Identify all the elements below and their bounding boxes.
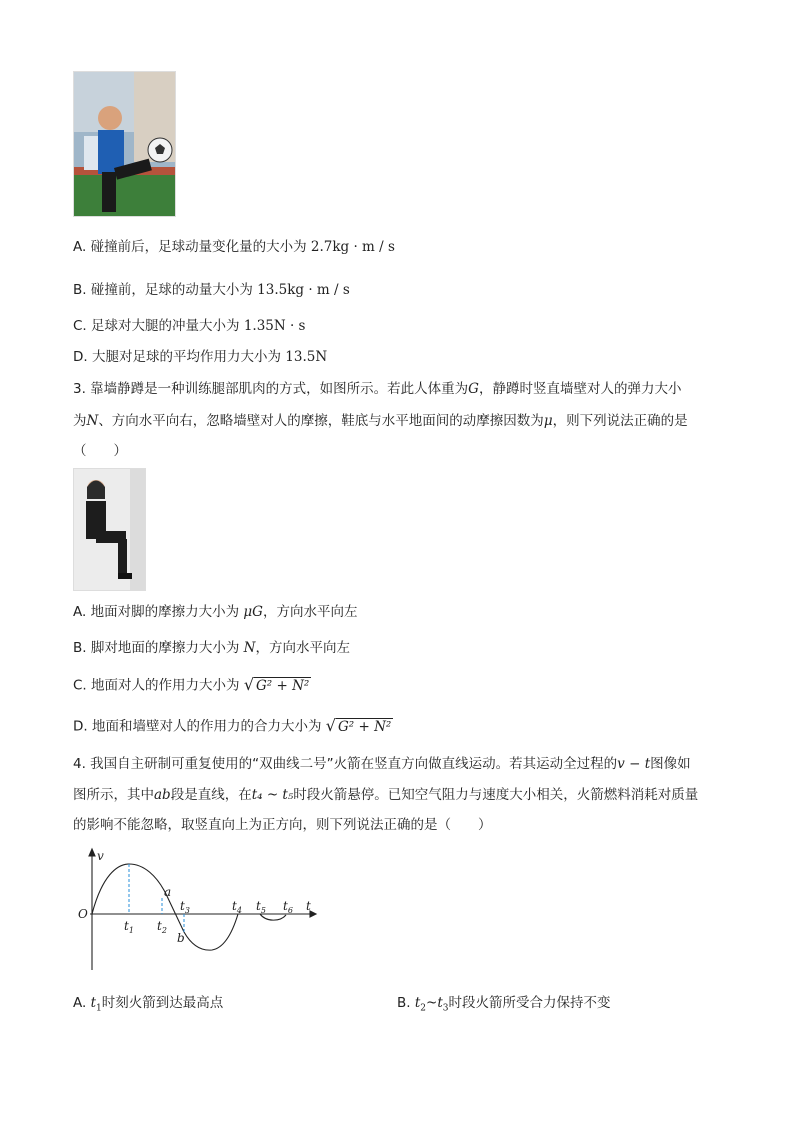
t4-label: $t_4$ (232, 899, 242, 915)
point-b-label: b (177, 931, 185, 945)
t1-label: $t_1$ (124, 919, 134, 935)
t-axis-arrow (310, 911, 316, 917)
v-axis-label: v (97, 849, 104, 863)
q2-option-b: B. 碰撞前，足球的动量大小为 13.5kg · m / s (73, 282, 350, 298)
t5-label: $t_5$ (256, 899, 266, 915)
q4-option-b: B. $t_2\sim t_3$时段火箭所受合力保持不变 (397, 995, 611, 1014)
vt-graph (72, 846, 322, 976)
origin-label: O (78, 907, 88, 921)
q3-option-b: B. 脚对地面的摩擦力大小为 N，方向水平向左 (73, 640, 350, 656)
sqrt-expression: √ G² + N² (243, 675, 310, 694)
q4-stem-line3: 的影响不能忽略，取竖直向上为正方向，则下列说法正确的是（ ） (73, 817, 492, 833)
vt-curve (92, 864, 238, 950)
q2-option-d: D. 大腿对足球的平均作用力大小为 13.5N (73, 349, 328, 365)
q3-stem-line1: 3. 靠墙静蹲是一种训练腿部肌肉的方式，如图所示。若此人体重为G，静蹲时竖直墙壁对人的弹力大小 (73, 381, 682, 397)
t2-label: $t_2$ (157, 919, 167, 935)
sqrt-expression: √ G² + N² (325, 716, 392, 735)
q4-stem-line1: 4. 我国自主研制可重复使用的“双曲线二号”火箭在竖直方向做直线运动。若其运动全过程的v − t图像如 (73, 756, 691, 772)
q3-option-c: C. 地面对人的作用力大小为 √ G² + N² (73, 675, 310, 694)
q2-option-c: C. 足球对大腿的冲量大小为 1.35N · s (73, 318, 306, 334)
q3-option-a: A. 地面对脚的摩擦力大小为 μG，方向水平向左 (73, 604, 358, 620)
v-axis-arrow (89, 849, 95, 856)
wall-squat-photo (73, 468, 146, 591)
soccer-photo (73, 71, 176, 217)
q3-option-d: D. 地面和墙壁对人的作用力的合力大小为 √ G² + N² (73, 716, 392, 735)
q4-option-a: A. $t_1$时刻火箭到达最高点 (73, 995, 224, 1014)
q3-stem-line2: 为N、方向水平向右，忽略墙壁对人的摩擦，鞋底与水平地面间的动摩擦因数为μ，则下列说法正确的是 (73, 413, 688, 429)
t-axis-label: t (306, 899, 311, 913)
q3-stem-line3: （ ） (73, 443, 127, 459)
q2-option-a: A. 碰撞前后，足球动量变化量的大小为 2.7kg · m / s (73, 239, 395, 255)
q4-stem-line2: 图所示，其中ab段是直线，在t₄ ~ t₅时段火箭悬停。已知空气阻力与速度大小相关，火箭燃料消耗对质量 (73, 787, 699, 803)
point-a-label: a (164, 885, 172, 899)
t6-label: $t_6$ (283, 899, 293, 915)
t3-label: $t_3$ (180, 899, 190, 915)
